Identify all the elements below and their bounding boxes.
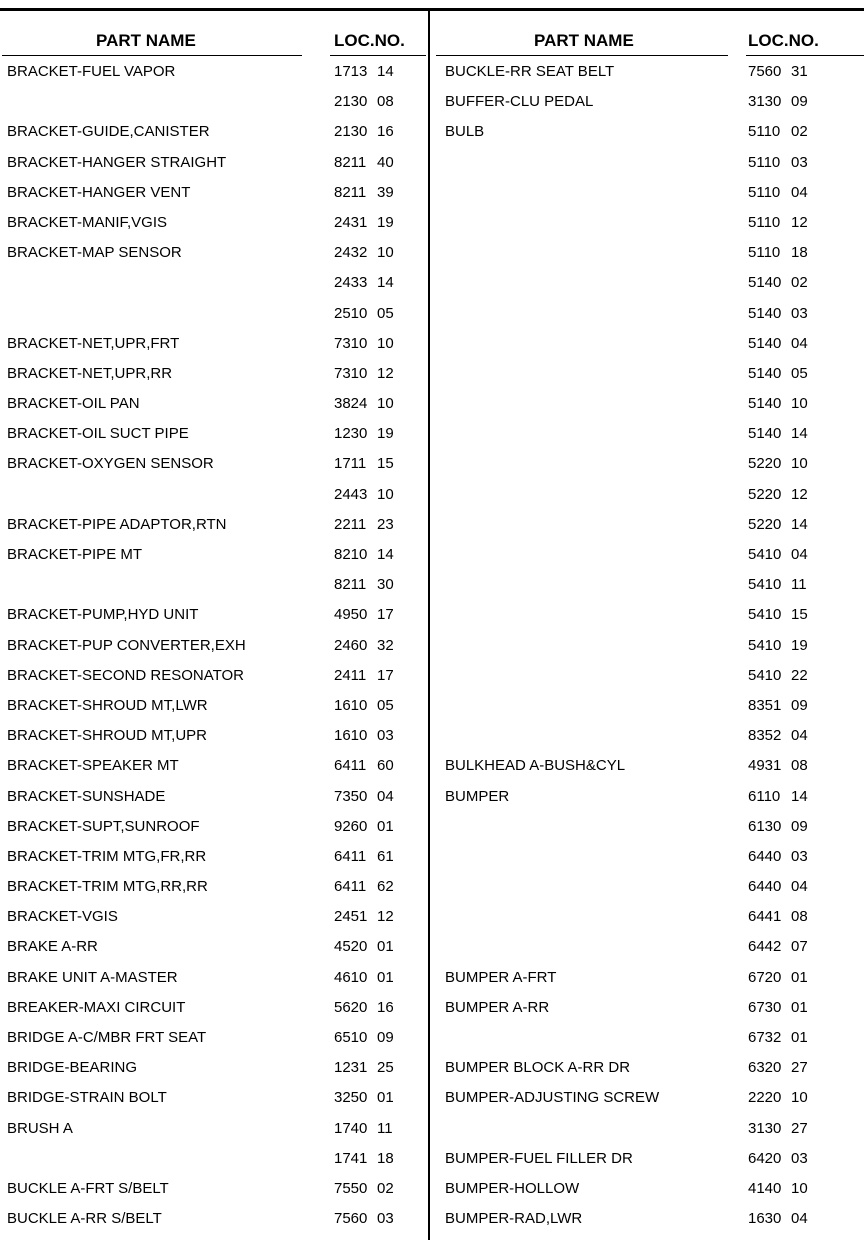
table-row	[430, 599, 864, 629]
part-name: BUMPER-FUEL FILLER DR	[445, 1149, 633, 1167]
table-row	[0, 1203, 428, 1233]
table-row	[430, 871, 864, 901]
table-row	[430, 962, 864, 992]
table-row	[430, 1052, 864, 1082]
table-row	[430, 781, 864, 811]
part-name: BUMPER-ADJUSTING SCREW	[445, 1089, 660, 1107]
part-name: BRACKET-PIPE MT	[7, 546, 143, 563]
table-row	[0, 358, 428, 388]
item-number: 15	[791, 606, 808, 624]
part-name: BRACKET-SUPT,SUNROOF	[7, 817, 200, 835]
loc-number: 1741	[334, 1149, 368, 1167]
item-number: 15	[377, 455, 394, 473]
part-name: BRACKET-VGIS	[7, 908, 118, 926]
table-row	[430, 931, 864, 961]
item-number: 22	[791, 666, 808, 684]
item-number: 03	[791, 153, 808, 171]
table-row	[430, 1113, 864, 1143]
part-name: BRACKET-SPEAKER MT	[7, 757, 179, 775]
loc-number: 1711	[334, 455, 367, 473]
item-number: 14	[377, 63, 394, 80]
table-row	[430, 750, 864, 780]
loc-number: 6720	[748, 968, 782, 986]
loc-number: 1740	[334, 1119, 368, 1137]
loc-number: 7560	[748, 63, 782, 80]
part-name-header: PART NAME	[534, 31, 634, 50]
item-number: 30	[377, 576, 394, 594]
loc-number: 5620	[334, 998, 368, 1016]
item-number: 05	[377, 304, 394, 322]
table-row	[0, 630, 428, 660]
right-column	[430, 11, 864, 1240]
item-number: 02	[377, 1179, 394, 1197]
table-row	[430, 630, 864, 660]
loc-number: 5140	[748, 274, 782, 292]
loc-number: 2431	[334, 213, 368, 231]
item-number: 03	[791, 847, 808, 865]
loc-number: 4520	[334, 938, 368, 956]
item-number: 12	[791, 485, 808, 503]
item-number: 10	[791, 455, 808, 473]
loc-number: 5220	[748, 485, 782, 503]
table-row	[430, 298, 864, 328]
loc-number: 6440	[748, 878, 782, 896]
table-row	[430, 177, 864, 207]
loc-number: 2460	[334, 636, 368, 654]
table-row	[0, 781, 428, 811]
item-number: 16	[377, 123, 394, 141]
part-name: BUMPER BLOCK A-RR DR	[445, 1059, 631, 1077]
item-number: 08	[791, 757, 808, 775]
item-number: 14	[791, 425, 808, 443]
part-name: BULKHEAD A-BUSH&CYL	[445, 757, 626, 775]
item-number: 01	[377, 1089, 394, 1107]
item-number: 12	[377, 908, 394, 926]
loc-number: 4140	[748, 1179, 782, 1197]
part-name: BUCKLE-RR SEAT BELT	[445, 63, 615, 80]
item-number: 03	[791, 1149, 808, 1167]
table-row	[0, 388, 428, 418]
loc-number: 7310	[334, 334, 368, 352]
table-row	[0, 479, 428, 509]
table-row	[430, 388, 864, 418]
item-number: 04	[791, 183, 808, 201]
loc-number: 2432	[334, 244, 368, 262]
part-name: BRACKET-SECOND RESONATOR	[7, 666, 244, 684]
part-name: BUFFER-CLU PEDAL	[445, 93, 594, 111]
table-row	[430, 901, 864, 931]
loc-number: 2433	[334, 274, 368, 292]
loc-number: 5410	[748, 546, 782, 563]
loc-number: 6730	[748, 998, 782, 1016]
loc-number: 9260	[334, 817, 368, 835]
table-row	[0, 599, 428, 629]
part-name: BRUSH A	[7, 1119, 73, 1137]
table-row	[0, 931, 428, 961]
item-number: 31	[791, 63, 808, 80]
table-row	[0, 1052, 428, 1082]
loc-number: 5140	[748, 364, 782, 382]
table-row	[0, 1143, 428, 1173]
part-name: BRACKET-SHROUD MT,UPR	[7, 727, 208, 745]
item-number: 10	[791, 1089, 808, 1107]
loc-number: 2411	[334, 666, 367, 684]
part-name: BUMPER A-RR	[445, 998, 550, 1016]
item-number: 18	[377, 1149, 394, 1167]
loc-number: 4931	[748, 757, 782, 775]
item-number: 09	[791, 93, 808, 111]
item-number: 39	[377, 183, 394, 201]
table-row	[430, 539, 864, 569]
item-number: 61	[377, 847, 394, 865]
item-number: 04	[791, 334, 808, 352]
item-number: 01	[791, 968, 808, 986]
table-row	[430, 1203, 864, 1233]
table-row	[0, 298, 428, 328]
loc-number: 5140	[748, 395, 782, 413]
table-row	[430, 267, 864, 297]
loc-number: 5140	[748, 334, 782, 352]
item-number: 14	[791, 787, 808, 805]
loc-number: 7350	[334, 787, 368, 805]
table-row	[0, 267, 428, 297]
part-name: BUMPER-RAD,LWR	[445, 1210, 583, 1228]
table-row	[0, 690, 428, 720]
item-number: 01	[377, 938, 394, 956]
loc-number: 2451	[334, 908, 368, 926]
loc-number: 2510	[334, 304, 368, 322]
table-row	[0, 811, 428, 841]
part-name: BRACKET-SUNSHADE	[7, 787, 166, 805]
part-name: BRACKET-GUIDE,CANISTER	[7, 123, 210, 141]
loc-number: 5410	[748, 576, 782, 594]
table-row	[0, 116, 428, 146]
item-number: 04	[791, 1210, 808, 1228]
table-row	[0, 871, 428, 901]
table-row	[430, 1173, 864, 1203]
part-name: BRACKET-OXYGEN SENSOR	[7, 455, 214, 473]
item-number: 11	[791, 576, 807, 594]
part-name: BRAKE A-RR	[7, 938, 98, 956]
table-row	[0, 720, 428, 750]
loc-number: 6411	[334, 757, 367, 775]
table-row	[0, 660, 428, 690]
table-row	[430, 86, 864, 116]
table-row	[430, 116, 864, 146]
loc-number: 2220	[748, 1089, 782, 1107]
item-number: 04	[791, 727, 808, 745]
part-name: BRACKET-MANIF,VGIS	[7, 213, 168, 231]
part-name: BRACKET-MAP SENSOR	[7, 244, 182, 262]
table-row	[430, 1022, 864, 1052]
item-number: 32	[377, 636, 394, 654]
table-row	[430, 207, 864, 237]
loc-number: 6510	[334, 1029, 368, 1046]
table-row	[430, 660, 864, 690]
item-number: 25	[377, 1059, 394, 1077]
item-number: 02	[791, 274, 808, 292]
part-name: BUCKLE A-RR S/BELT	[7, 1210, 162, 1228]
loc-number: 1610	[334, 727, 368, 745]
item-number: 10	[377, 395, 394, 413]
loc-number: 1630	[748, 1210, 782, 1228]
item-number: 05	[791, 364, 808, 382]
item-number: 10	[791, 1179, 808, 1197]
loc-number: 6411	[334, 878, 367, 896]
loc-number: 8211	[334, 183, 367, 201]
table-row	[0, 1022, 428, 1052]
item-number: 01	[791, 1029, 808, 1046]
loc-number: 7550	[334, 1179, 368, 1197]
table-row	[0, 1082, 428, 1112]
table-row	[430, 237, 864, 267]
item-number: 19	[377, 213, 394, 231]
table-row	[430, 418, 864, 448]
table-row	[430, 811, 864, 841]
part-name: BRACKET-PUMP,HYD UNIT	[7, 606, 199, 624]
table-row	[430, 479, 864, 509]
item-number: 02	[791, 123, 808, 141]
table-row	[0, 992, 428, 1022]
table-row	[0, 509, 428, 539]
item-number: 03	[791, 304, 808, 322]
item-number: 07	[791, 938, 808, 956]
loc-number: 5110	[748, 213, 781, 231]
part-name: BREAKER-MAXI CIRCUIT	[7, 998, 186, 1016]
item-number: 16	[377, 998, 394, 1016]
loc-no-header: LOC.NO.	[748, 31, 819, 50]
part-name: BRIDGE-BEARING	[7, 1059, 138, 1077]
right-rows	[430, 56, 864, 1233]
loc-number: 5110	[748, 183, 781, 201]
table-row	[0, 539, 428, 569]
part-name: BRACKET-NET,UPR,RR	[7, 364, 173, 382]
item-number: 60	[377, 757, 394, 775]
item-number: 17	[377, 606, 394, 624]
loc-number: 8351	[748, 696, 782, 714]
loc-number: 6411	[334, 847, 367, 865]
table-row	[430, 1082, 864, 1112]
item-number: 62	[377, 878, 394, 896]
loc-number: 1713	[334, 63, 368, 80]
table-row	[430, 56, 864, 86]
loc-number: 6320	[748, 1059, 782, 1077]
table-row	[0, 177, 428, 207]
item-number: 18	[791, 244, 808, 262]
table-row	[0, 1173, 428, 1203]
item-number: 27	[791, 1059, 808, 1077]
item-number: 09	[377, 1029, 394, 1046]
item-number: 23	[377, 515, 394, 533]
loc-number: 2211	[334, 515, 367, 533]
loc-number: 1610	[334, 696, 368, 714]
item-number: 08	[791, 908, 808, 926]
item-number: 09	[791, 817, 808, 835]
item-number: 19	[377, 425, 394, 443]
loc-number: 8211	[334, 153, 367, 171]
table-row	[0, 448, 428, 478]
loc-number: 1230	[334, 425, 368, 443]
table-row	[430, 358, 864, 388]
item-number: 01	[791, 998, 808, 1016]
loc-number: 1231	[334, 1059, 368, 1077]
item-number: 10	[377, 334, 394, 352]
table-row	[0, 86, 428, 116]
item-number: 14	[377, 274, 394, 292]
item-number: 01	[377, 968, 394, 986]
loc-number: 6110	[748, 787, 781, 805]
part-name: BRACKET-PUP CONVERTER,EXH	[7, 636, 246, 654]
loc-number: 6732	[748, 1029, 782, 1046]
table-row	[430, 720, 864, 750]
item-number: 14	[791, 515, 808, 533]
part-name: BRIDGE-STRAIN BOLT	[7, 1089, 167, 1107]
loc-number: 5110	[748, 153, 781, 171]
table-row	[430, 509, 864, 539]
loc-number: 6441	[748, 908, 782, 926]
part-name: BRIDGE A-C/MBR FRT SEAT	[7, 1029, 207, 1046]
left-column	[0, 11, 428, 1240]
item-number: 11	[377, 1119, 393, 1137]
left-header	[0, 11, 428, 56]
part-name: BRACKET-OIL PAN	[7, 395, 140, 413]
table-row	[0, 418, 428, 448]
part-name-header: PART NAME	[96, 31, 196, 50]
item-number: 27	[791, 1119, 808, 1137]
loc-number: 7560	[334, 1210, 368, 1228]
item-number: 12	[377, 364, 394, 382]
part-name: BRACKET-HANGER VENT	[7, 183, 191, 201]
item-number: 17	[377, 666, 394, 684]
item-number: 04	[791, 878, 808, 896]
loc-number: 5410	[748, 636, 782, 654]
table-row	[430, 147, 864, 177]
loc-number: 2130	[334, 123, 368, 141]
loc-number: 3130	[748, 1119, 782, 1137]
table-row	[0, 328, 428, 358]
item-number: 10	[377, 485, 394, 503]
part-name: BRAKE UNIT A-MASTER	[7, 968, 178, 986]
loc-number: 5410	[748, 666, 782, 684]
item-number: 04	[791, 546, 808, 563]
loc-number: 6420	[748, 1149, 782, 1167]
item-number: 01	[377, 817, 394, 835]
loc-number: 5110	[748, 244, 781, 262]
loc-number: 4950	[334, 606, 368, 624]
table-row	[430, 569, 864, 599]
loc-number: 3824	[334, 395, 368, 413]
part-name: BRACKET-OIL SUCT PIPE	[7, 425, 189, 443]
part-name: BRACKET-PIPE ADAPTOR,RTN	[7, 515, 227, 533]
item-number: 05	[377, 696, 394, 714]
item-number: 08	[377, 93, 394, 111]
table-row	[0, 207, 428, 237]
item-number: 10	[377, 244, 394, 262]
table-row	[0, 750, 428, 780]
loc-number: 8210	[334, 546, 368, 563]
loc-number: 6442	[748, 938, 782, 956]
table-row	[0, 901, 428, 931]
loc-number: 5410	[748, 606, 782, 624]
item-number: 03	[377, 1210, 394, 1228]
part-name: BRACKET-FUEL VAPOR	[7, 63, 176, 80]
table-row	[430, 690, 864, 720]
loc-number: 5140	[748, 304, 782, 322]
loc-number: 6440	[748, 847, 782, 865]
item-number: 14	[377, 546, 394, 563]
part-name: BRACKET-HANGER STRAIGHT	[7, 153, 227, 171]
loc-number: 2443	[334, 485, 368, 503]
item-number: 04	[377, 787, 394, 805]
loc-number: 5220	[748, 455, 782, 473]
part-name: BRACKET-TRIM MTG,FR,RR	[7, 847, 207, 865]
table-row	[430, 328, 864, 358]
part-name: BRACKET-TRIM MTG,RR,RR	[7, 878, 208, 896]
loc-number: 5140	[748, 425, 782, 443]
loc-number: 5110	[748, 123, 781, 141]
item-number: 19	[791, 636, 808, 654]
loc-number: 4610	[334, 968, 368, 986]
part-name: BUMPER-HOLLOW	[445, 1179, 580, 1197]
item-number: 40	[377, 153, 394, 171]
loc-number: 3250	[334, 1089, 368, 1107]
part-name: BUMPER A-FRT	[445, 968, 557, 986]
part-name: BUCKLE A-FRT S/BELT	[7, 1179, 169, 1197]
loc-number: 8211	[334, 576, 367, 594]
table-row	[430, 1143, 864, 1173]
loc-number: 7310	[334, 364, 368, 382]
part-name: BRACKET-NET,UPR,FRT	[7, 334, 180, 352]
table-row	[430, 992, 864, 1022]
item-number: 10	[791, 395, 808, 413]
item-number: 12	[791, 213, 808, 231]
loc-number: 5220	[748, 515, 782, 533]
left-rows	[0, 56, 428, 1233]
table-row	[0, 1113, 428, 1143]
part-name: BULB	[445, 123, 485, 141]
loc-no-header: LOC.NO.	[334, 31, 405, 50]
loc-number: 3130	[748, 93, 782, 111]
loc-number: 8352	[748, 727, 782, 745]
table-row	[0, 237, 428, 267]
item-number: 09	[791, 696, 808, 714]
table-row	[430, 448, 864, 478]
table-row	[0, 147, 428, 177]
table-row	[0, 962, 428, 992]
table-row	[0, 841, 428, 871]
table-row	[430, 841, 864, 871]
loc-number: 6130	[748, 817, 782, 835]
table-row	[0, 56, 428, 86]
part-name: BUMPER	[445, 787, 510, 805]
item-number: 03	[377, 727, 394, 745]
right-header	[430, 11, 864, 56]
part-name: BRACKET-SHROUD MT,LWR	[7, 696, 208, 714]
table-row	[0, 569, 428, 599]
loc-number: 2130	[334, 93, 368, 111]
